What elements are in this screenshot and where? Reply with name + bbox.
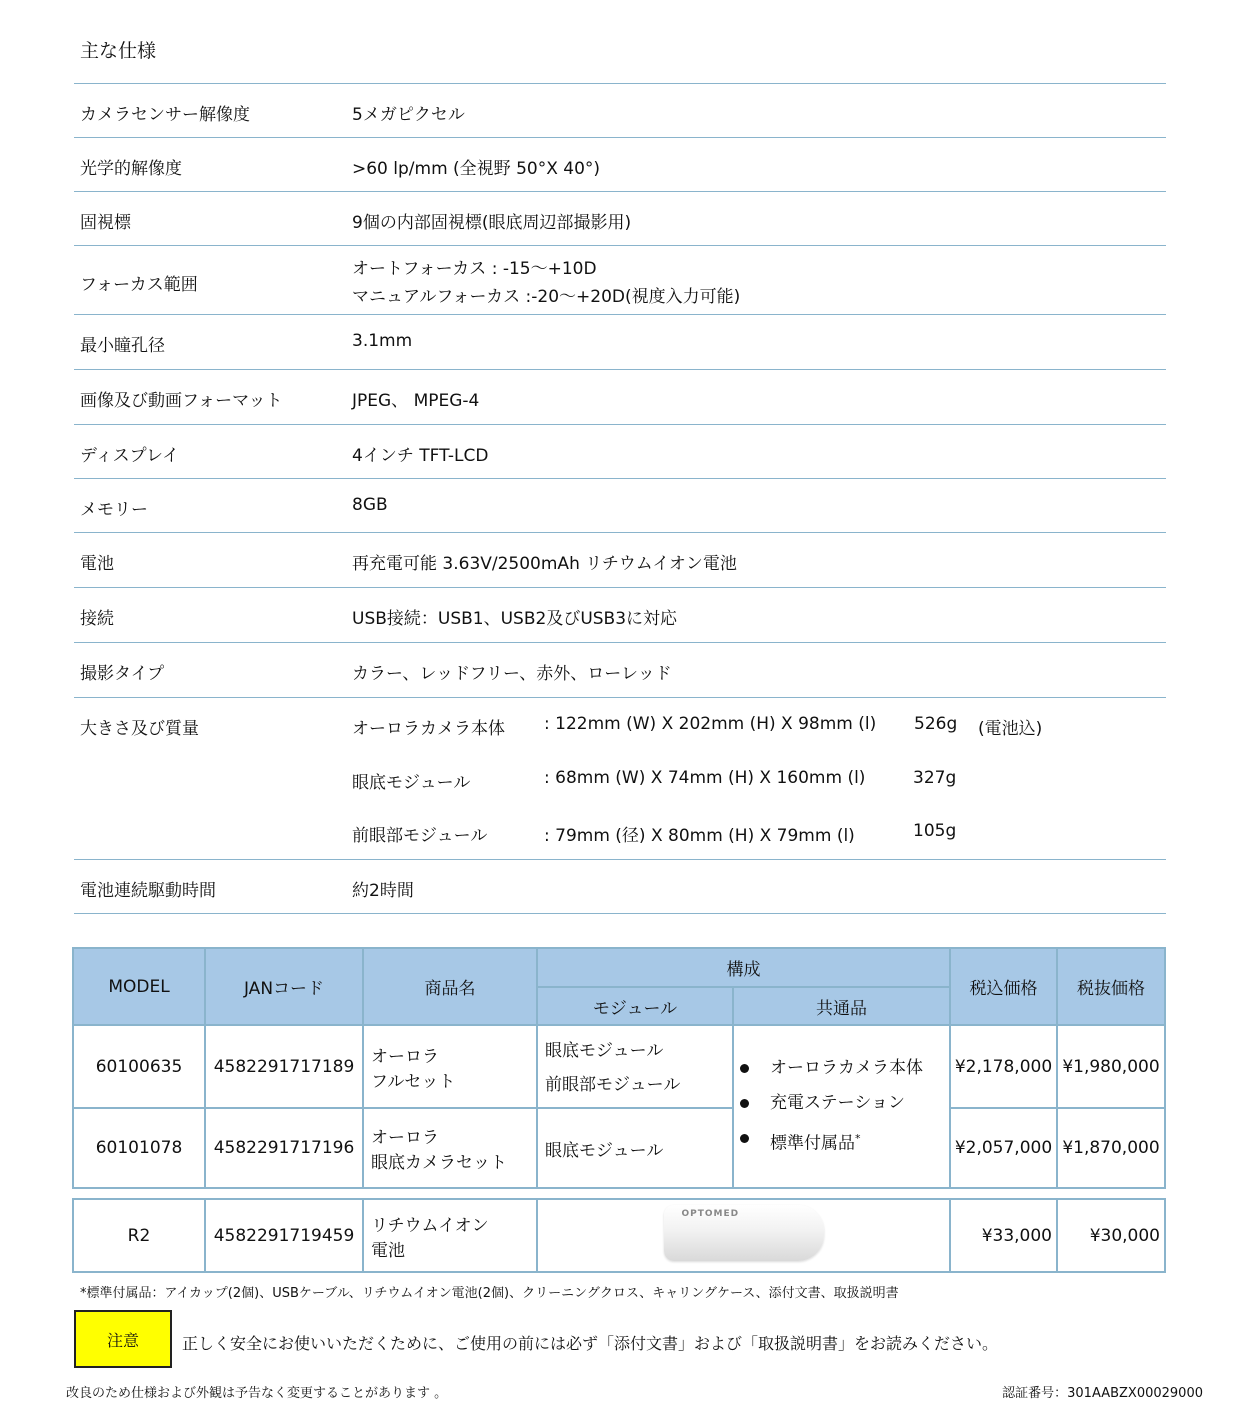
spec-label: 撮影タイプ bbox=[80, 664, 165, 684]
table-row bbox=[73, 1025, 1165, 1108]
product-name-line: 眼底カメラセット bbox=[371, 1153, 507, 1173]
spec-label: フォーカス範囲 bbox=[80, 275, 198, 295]
battery-image-cell bbox=[537, 1199, 950, 1272]
common-item-label: オーロラカメラ本体 bbox=[770, 1058, 923, 1079]
model-cell: R2 bbox=[73, 1199, 205, 1272]
spec-row-format bbox=[74, 369, 1166, 424]
price-table bbox=[72, 947, 1166, 1189]
header-jan: JANコード bbox=[205, 948, 363, 1025]
product-name-line: オーロラ bbox=[371, 1128, 439, 1148]
spec-row-size bbox=[74, 697, 1166, 859]
accessory-table bbox=[72, 1198, 1166, 1273]
list-item bbox=[740, 1121, 949, 1162]
size-item-name: 前眼部モジュール bbox=[352, 826, 488, 846]
spec-value: JPEG、 MPEG-4 bbox=[352, 391, 480, 411]
jan-cell: 4582291717196 bbox=[205, 1108, 363, 1188]
spec-value: 4インチ TFT-LCD bbox=[352, 446, 489, 466]
tax-ex-cell: ¥1,980,000 bbox=[1057, 1025, 1165, 1108]
spec-value: 8GB bbox=[352, 495, 388, 515]
size-item-weight: 327g bbox=[913, 768, 957, 788]
model-cell: 60101078 bbox=[73, 1108, 205, 1188]
header-common: 共通品 bbox=[733, 987, 950, 1025]
spec-row-runtime bbox=[74, 859, 1166, 914]
change-notice: 改良のため仕様および外観は予告なく変更することがあります 。 bbox=[66, 1386, 448, 1401]
tax-ex-cell: ¥1,870,000 bbox=[1057, 1108, 1165, 1188]
spec-row-display bbox=[74, 424, 1166, 478]
spec-row-connection bbox=[74, 587, 1166, 642]
jan-cell: 4582291719459 bbox=[205, 1199, 363, 1272]
page-title: 主な仕様 bbox=[80, 40, 157, 62]
model-cell: 60100635 bbox=[73, 1025, 205, 1108]
spec-label: 電池連続駆動時間 bbox=[80, 881, 216, 901]
header-product: 商品名 bbox=[363, 948, 537, 1025]
spec-label: カメラセンサー解像度 bbox=[80, 105, 250, 125]
common-item-label: 充電ステーション bbox=[770, 1093, 905, 1114]
spec-value: USB接続：USB1、USB2及びUSB3に対応 bbox=[352, 609, 678, 629]
battery-image bbox=[664, 1205, 824, 1261]
spec-row-battery bbox=[74, 532, 1166, 587]
module-cell bbox=[537, 1108, 733, 1188]
spec-label: 最小瞳孔径 bbox=[80, 336, 165, 356]
size-item-dims: : 68mm (W) X 74mm (H) X 160mm (l) bbox=[544, 768, 866, 788]
tax-in-cell: ¥2,057,000 bbox=[950, 1108, 1057, 1188]
spec-label: 大きさ及び質量 bbox=[80, 719, 199, 739]
caution-text: 正しく安全にお使いいただくために、ご使用の前には必ず「添付文書」および「取扱説明書」をお読みください。 bbox=[182, 1334, 999, 1353]
caution-badge: 注意 bbox=[74, 1310, 172, 1368]
product-cell bbox=[363, 1025, 537, 1108]
spec-label: 接続 bbox=[80, 609, 114, 629]
header-tax-in: 税込価格 bbox=[950, 948, 1057, 1025]
spec-value: 約2時間 bbox=[352, 881, 414, 901]
spec-value: カラー、レッドフリー、赤外、ローレッド bbox=[352, 664, 672, 684]
header-module: モジュール bbox=[537, 987, 733, 1025]
spec-value: 再充電可能 3.63V/2500mAh リチウムイオン電池 bbox=[352, 554, 737, 574]
product-name-line: 電池 bbox=[371, 1240, 405, 1261]
product-cell bbox=[363, 1108, 537, 1188]
common-items-list bbox=[734, 1051, 949, 1162]
module-item: 前眼部モジュール bbox=[545, 1074, 681, 1095]
header-model: MODEL bbox=[73, 948, 205, 1025]
size-item-weight: 105g bbox=[913, 821, 957, 841]
header-tax-ex: 税抜価格 bbox=[1057, 948, 1165, 1025]
size-item-note: (電池込) bbox=[978, 719, 1043, 739]
size-item-dims: : 79mm (径) X 80mm (H) X 79mm (l) bbox=[544, 826, 855, 846]
spec-label: メモリー bbox=[80, 500, 148, 520]
spec-value: >60 lp/mm (全視野 50°X 40°) bbox=[352, 159, 601, 179]
size-item-weight: 526g bbox=[914, 714, 958, 734]
spec-value: 3.1mm bbox=[352, 331, 413, 351]
table-row bbox=[73, 1108, 1165, 1188]
spec-label: 画像及び動画フォーマット bbox=[80, 391, 283, 411]
size-item-name: オーロラカメラ本体 bbox=[352, 719, 505, 739]
spec-label: ディスプレイ bbox=[80, 446, 180, 466]
list-item bbox=[740, 1086, 949, 1121]
product-name-line: リチウムイオン bbox=[371, 1215, 489, 1236]
size-item-dims: : 122mm (W) X 202mm (H) X 98mm (l) bbox=[544, 714, 877, 734]
spec-row-sensor bbox=[74, 83, 1166, 137]
spec-value-auto: オートフォーカス : -15〜+10D bbox=[352, 259, 597, 279]
module-item: 眼底モジュール bbox=[545, 1140, 664, 1161]
common-item-label: 標準付属品 bbox=[770, 1133, 855, 1154]
spec-value: 5メガピクセル bbox=[352, 105, 465, 125]
bullet-icon bbox=[740, 1064, 749, 1073]
spec-row-memory bbox=[74, 478, 1166, 532]
battery-brand-label: OPTOMED bbox=[681, 1209, 740, 1219]
spec-label: 光学的解像度 bbox=[80, 159, 182, 179]
spec-row-capture bbox=[74, 642, 1166, 697]
accessories-footnote: *標準付属品：アイカップ(2個)、USBケーブル、リチウムイオン電池(2個)、クリーニングクロス、キャリングケース、添付文書、取扱説明書 bbox=[80, 1286, 899, 1301]
spec-table bbox=[74, 83, 1166, 914]
spec-row-pupil bbox=[74, 314, 1166, 369]
spec-value-manual: マニュアルフォーカス :-20〜+20D(視度入力可能) bbox=[352, 287, 741, 307]
product-name-line: オーロラ bbox=[371, 1046, 439, 1067]
tax-ex-cell: ¥30,000 bbox=[1057, 1199, 1165, 1272]
spec-label: 電池 bbox=[80, 554, 114, 574]
jan-cell: 4582291717189 bbox=[205, 1025, 363, 1108]
spec-label: 固視標 bbox=[80, 213, 131, 233]
table-row bbox=[73, 1199, 1165, 1272]
spec-value: 9個の内部固視標(眼底周辺部撮影用) bbox=[352, 213, 632, 233]
list-item bbox=[740, 1051, 949, 1086]
tax-in-cell: ¥33,000 bbox=[950, 1199, 1057, 1272]
size-item-name: 眼底モジュール bbox=[352, 773, 471, 793]
product-name-line: フルセット bbox=[371, 1071, 456, 1092]
bullet-icon bbox=[740, 1134, 749, 1143]
common-cell bbox=[733, 1025, 950, 1188]
spec-row-optical bbox=[74, 137, 1166, 191]
spec-row-focus bbox=[74, 245, 1166, 314]
header-composition: 構成 bbox=[537, 948, 950, 987]
bullet-icon bbox=[740, 1099, 749, 1108]
spec-row-fixation bbox=[74, 191, 1166, 245]
product-cell bbox=[363, 1199, 537, 1272]
footnote-marker: * bbox=[855, 1132, 861, 1146]
price-header-row bbox=[73, 948, 1165, 987]
certification-number: 認証番号：301AABZX00029000 bbox=[1002, 1386, 1203, 1401]
module-item: 眼底モジュール bbox=[545, 1040, 664, 1061]
module-cell bbox=[537, 1025, 733, 1108]
tax-in-cell: ¥2,178,000 bbox=[950, 1025, 1057, 1108]
